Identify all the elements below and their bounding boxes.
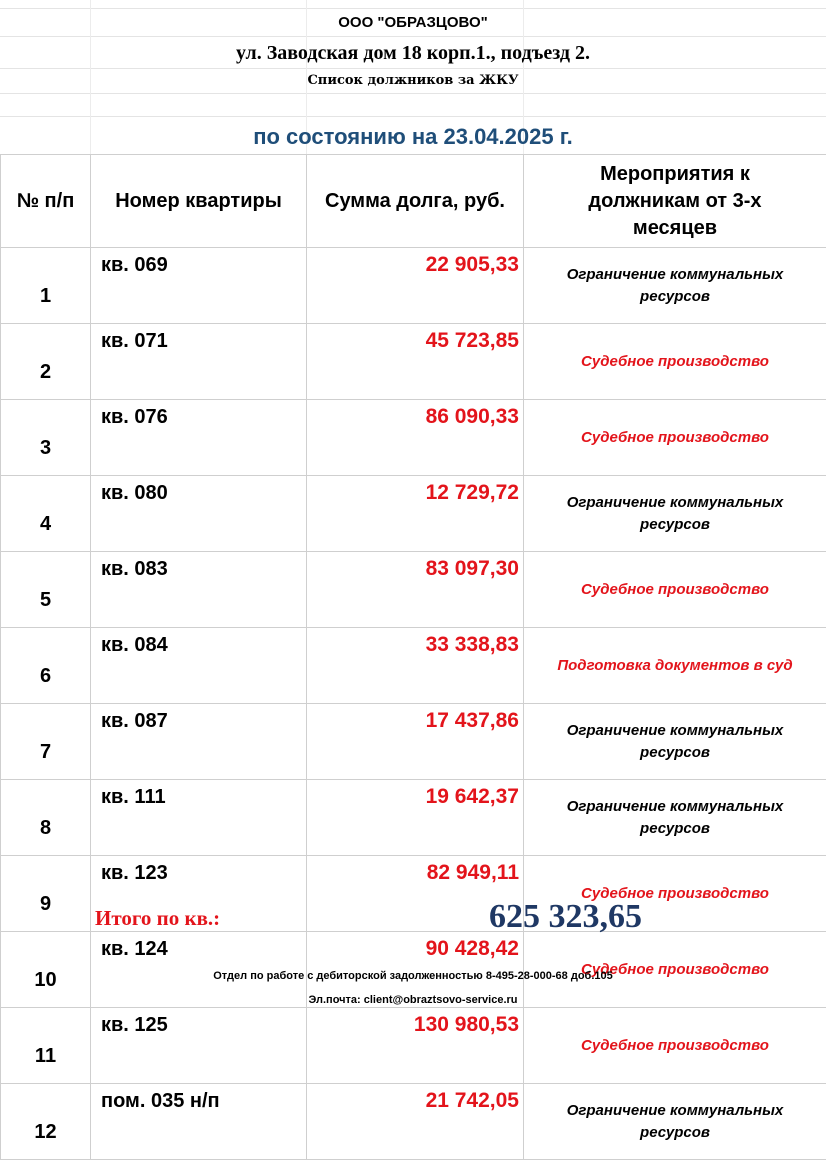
table-row <box>1 400 826 476</box>
table-row <box>1 1084 826 1160</box>
column-header-measures: Мероприятия к должникам от 3-х месяцев <box>524 155 826 248</box>
debt-sum: 22 905,33 <box>307 248 524 324</box>
debtor-measure: Ограничение коммунальных ресурсов <box>524 248 826 324</box>
debtor-measure: Судебное производство <box>524 932 826 1008</box>
debtor-measure: Ограничение коммунальных ресурсов <box>524 780 826 856</box>
row-number: 4 <box>1 476 91 552</box>
table-body <box>1 248 826 1160</box>
debt-sum: 19 642,37 <box>307 780 524 856</box>
debtors-table <box>0 154 826 1160</box>
row-number: 12 <box>1 1084 91 1160</box>
column-header-number: № п/п <box>1 155 91 248</box>
debt-sum: 12 729,72 <box>307 476 524 552</box>
debt-sum: 130 980,53 <box>307 1008 524 1084</box>
row-number: 1 <box>1 248 91 324</box>
debt-sum: 33 338,83 <box>307 628 524 704</box>
row-number: 7 <box>1 704 91 780</box>
apartment-number: кв. 069 <box>91 248 307 324</box>
table-row <box>1 248 826 324</box>
debt-sum: 83 097,30 <box>307 552 524 628</box>
column-header-debt-sum: Сумма долга, руб. <box>307 155 524 248</box>
as-of-date: по состоянию на 23.04.2025 г. <box>0 124 826 150</box>
apartment-number: пом. 035 н/п <box>91 1084 307 1160</box>
debt-sum: 21 742,05 <box>307 1084 524 1160</box>
row-number: 8 <box>1 780 91 856</box>
apartment-number: кв. 124 <box>91 932 307 1008</box>
apartment-number: кв. 125 <box>91 1008 307 1084</box>
total-label: Итого по кв.: <box>95 906 220 931</box>
debtor-measure: Судебное производство <box>524 856 826 932</box>
row-number: 11 <box>1 1008 91 1084</box>
apartment-number: кв. 071 <box>91 324 307 400</box>
debt-sum: 45 723,85 <box>307 324 524 400</box>
row-number: 9 <box>1 856 91 932</box>
apartment-number: кв. 083 <box>91 552 307 628</box>
row-number: 10 <box>1 932 91 1008</box>
apartment-number: кв. 076 <box>91 400 307 476</box>
department-contact: Отдел по работе с дебиторской задолженностью 8-495-28-000-68 доб.105 <box>0 970 826 982</box>
table-header-row <box>1 155 826 248</box>
row-number: 6 <box>1 628 91 704</box>
debt-sum: 82 949,11 <box>307 856 524 932</box>
apartment-number: кв. 080 <box>91 476 307 552</box>
debtor-measure: Судебное производство <box>524 552 826 628</box>
apartment-number: кв. 087 <box>91 704 307 780</box>
column-header-apartment: Номер квартиры <box>91 155 307 248</box>
table-row <box>1 1008 826 1084</box>
table-row <box>1 324 826 400</box>
table-row <box>1 552 826 628</box>
apartment-number: кв. 084 <box>91 628 307 704</box>
debtor-measure: Судебное производство <box>524 400 826 476</box>
total-value: 625 323,65 <box>489 898 642 936</box>
apartment-number: кв. 111 <box>91 780 307 856</box>
row-number: 3 <box>1 400 91 476</box>
debtor-measure: Судебное производство <box>524 324 826 400</box>
table-row <box>1 476 826 552</box>
debt-sum: 17 437,86 <box>307 704 524 780</box>
contact-email: Эл.почта: client@obraztsovo-service.ru <box>0 994 826 1006</box>
debtor-measure: Ограничение коммунальных ресурсов <box>524 1084 826 1160</box>
table-row <box>1 780 826 856</box>
debtor-measure: Ограничение коммунальных ресурсов <box>524 704 826 780</box>
building-address: ул. Заводская дом 18 корп.1., подъезд 2. <box>0 42 826 65</box>
debt-sum: 86 090,33 <box>307 400 524 476</box>
debtor-measure: Судебное производство <box>524 1008 826 1084</box>
table-row <box>1 704 826 780</box>
table-row <box>1 628 826 704</box>
debt-sum: 90 428,42 <box>307 932 524 1008</box>
debtor-measure: Подготовка документов в суд <box>524 628 826 704</box>
apartment-number: кв. 123 <box>91 856 307 932</box>
list-title: Список должников за ЖКУ <box>0 73 826 88</box>
row-number: 2 <box>1 324 91 400</box>
row-number: 5 <box>1 552 91 628</box>
company-name: ООО "ОБРАЗЦОВО" <box>0 14 826 31</box>
debtor-measure: Ограничение коммунальных ресурсов <box>524 476 826 552</box>
